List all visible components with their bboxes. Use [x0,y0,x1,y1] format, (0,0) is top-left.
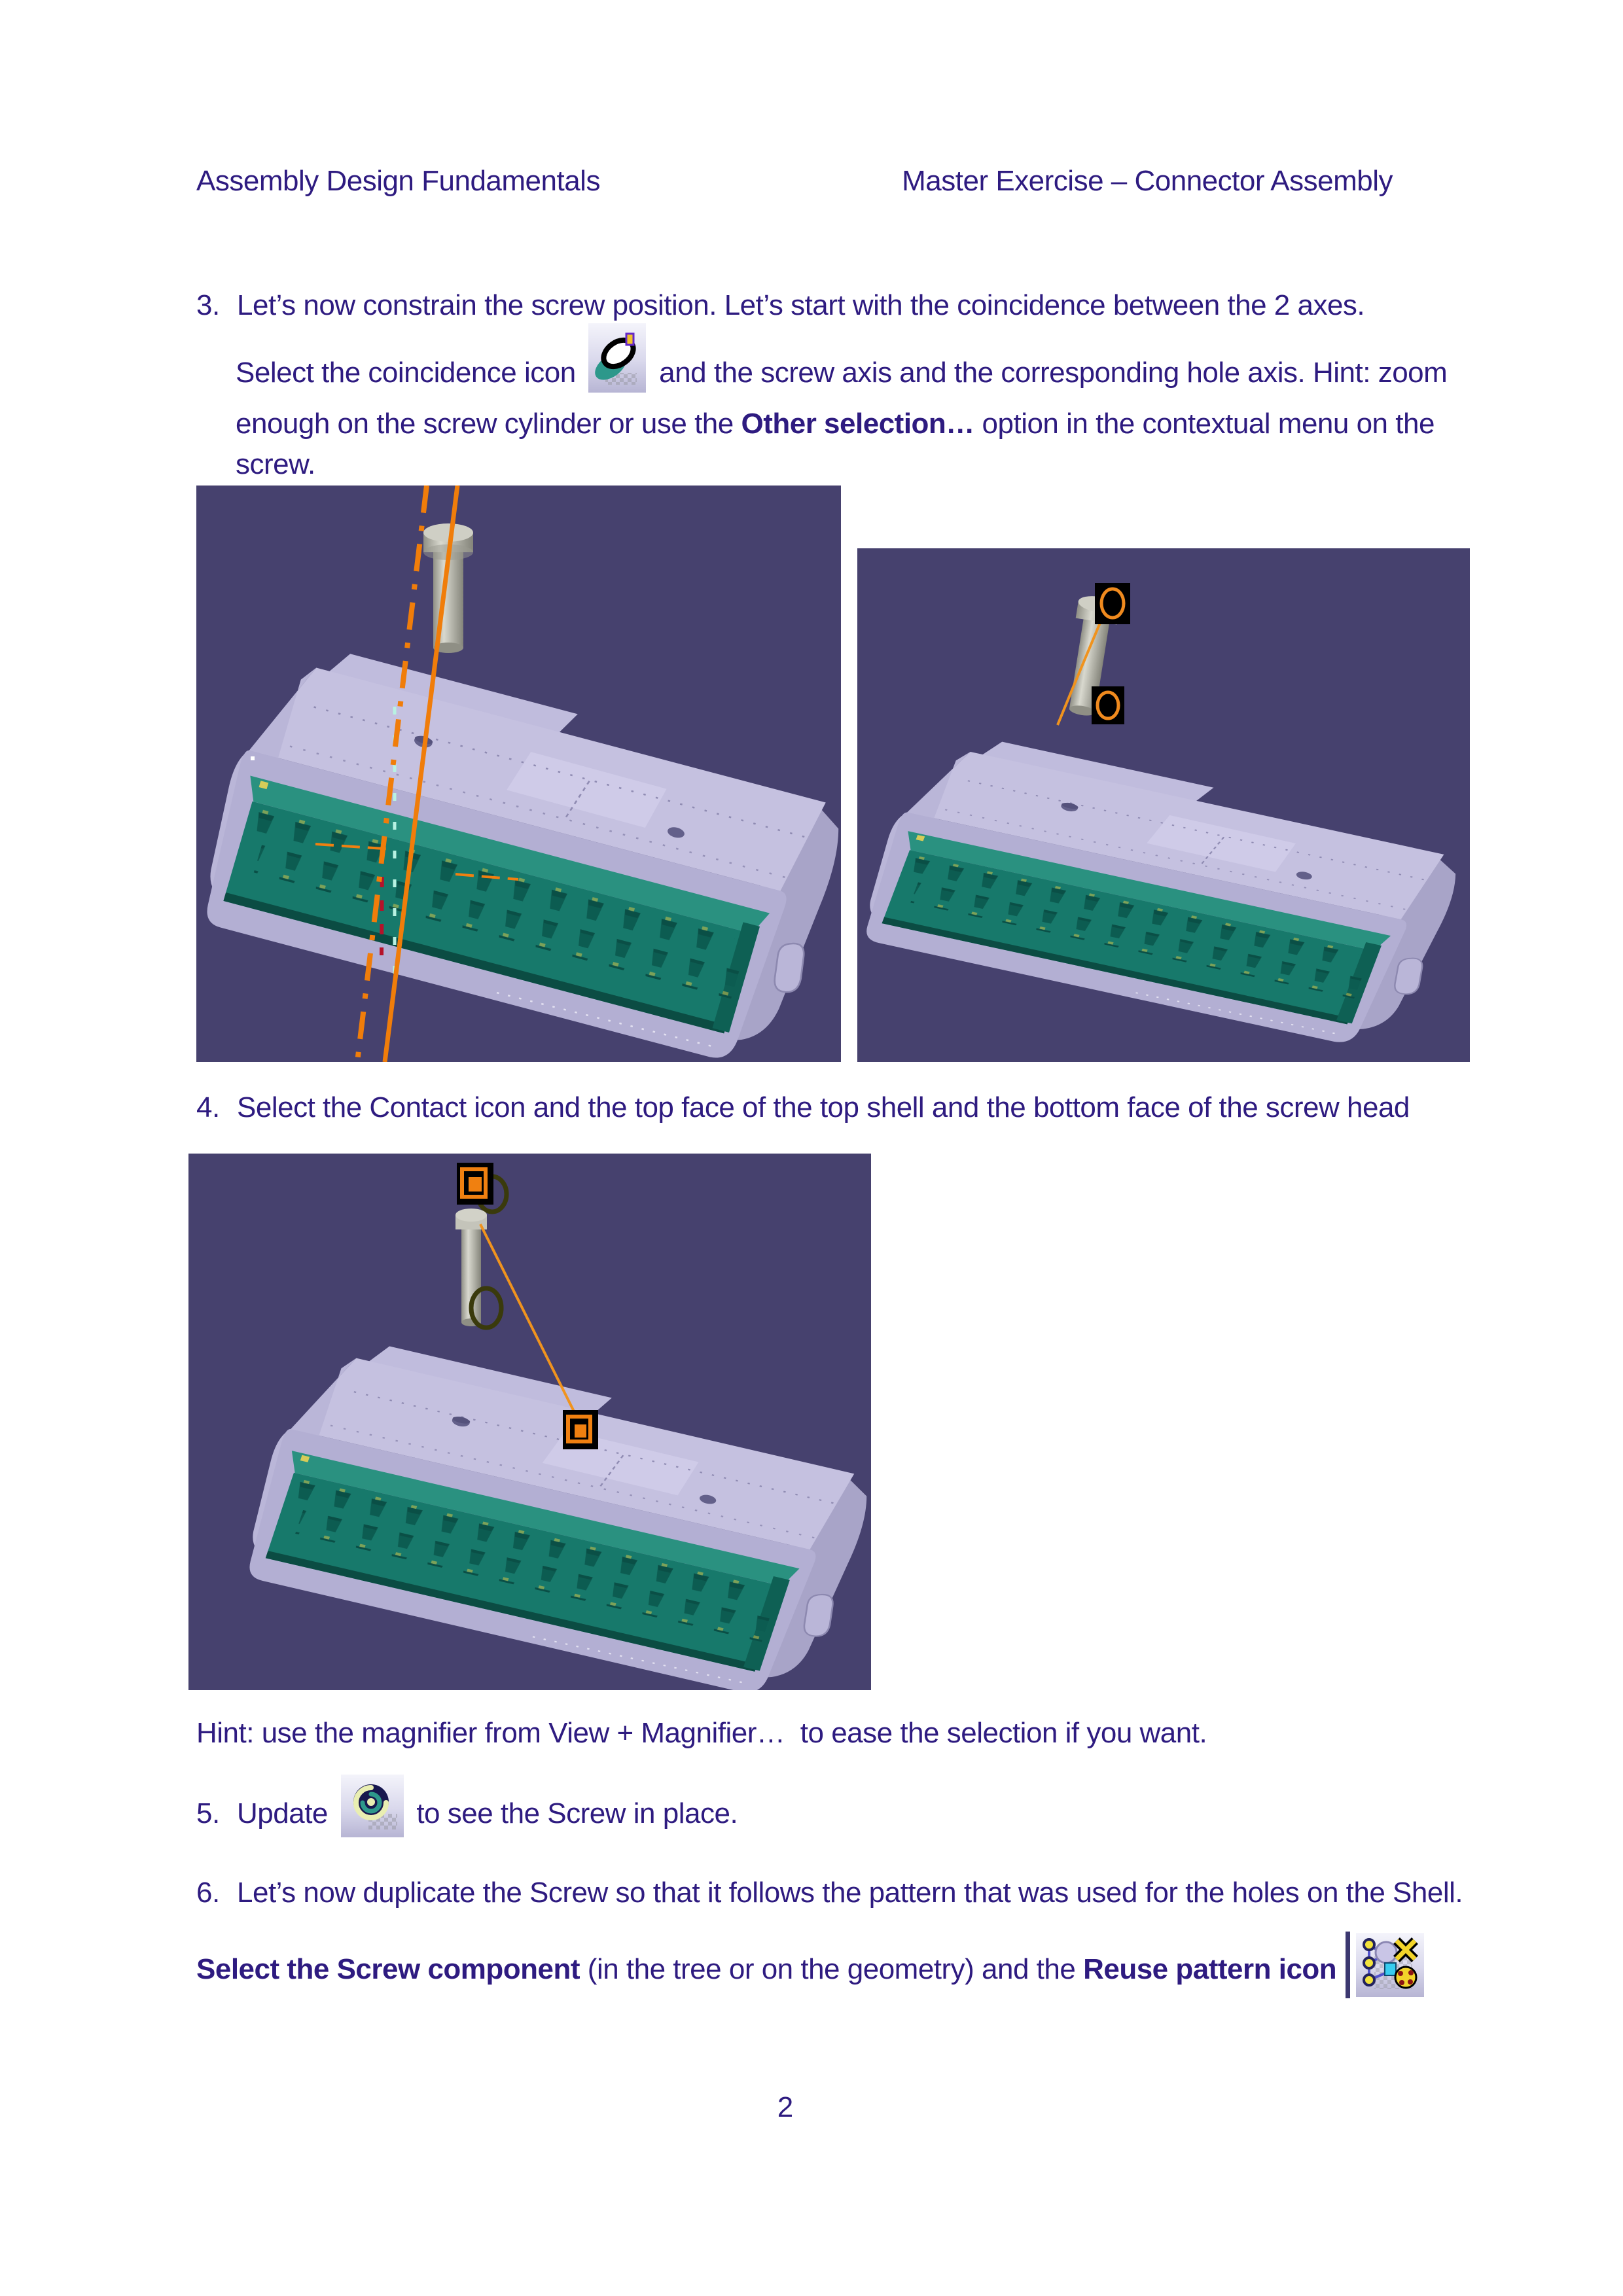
step-3-detail [236,323,1447,485]
step-6-action [196,1932,1432,2009]
magnifier-hint [196,1713,1207,1754]
step-number: 4. [196,1091,220,1123]
step-4 [196,1087,1410,1128]
reuse-pattern-icon [1346,1932,1427,2009]
bold-text: Select the Screw component [196,1953,580,1985]
header-right: Master Exercise – Connector Assembly [902,165,1393,197]
step-text: Let’s now constrain the screw position. Let’s start with the coincidence between the 2 axes. [237,289,1365,321]
step-5 [196,1775,738,1848]
contact-symbol [563,1410,598,1449]
step-number: 6. [196,1877,220,1909]
page-footer [196,2091,1374,2124]
step-6 [196,1873,1463,1913]
step-3 [196,285,1364,326]
text-segment: screw. [236,448,315,480]
coincidence-symbol [1092,686,1124,724]
header-left: Assembly Design Fundamentals [196,165,600,197]
text-line [236,404,1447,444]
coincidence-symbol [1095,583,1130,624]
text-segment: option in the contextual menu on the [974,408,1435,440]
figure-axis-coincidence [196,486,841,1062]
bold-text: Reuse pattern icon [1083,1953,1337,1985]
page-header [196,165,1393,198]
text-line [236,444,1447,485]
figure-coincidence-constraints [857,548,1470,1062]
text-segment: enough on the screw cylinder or use the [236,408,741,440]
text-segment: and the screw axis and the corresponding hole axis. Hint: zoom [651,357,1448,389]
step-text: Let’s now duplicate the Screw so that it follows the pattern that was used for the holes on the Shell. [237,1877,1463,1909]
coincidence-icon [588,323,646,404]
contact-symbol [457,1163,493,1205]
figure-contact-constraint [188,1154,871,1690]
page-number: 2 [777,2091,794,2123]
text-segment: Update [237,1797,336,1829]
text-segment: (in the tree or on the geometry) and the [580,1953,1084,1985]
step-number: 3. [196,289,220,321]
text-line [236,323,1447,404]
step-number: 5. [196,1797,220,1829]
text-segment: to see the Screw in place. [408,1797,738,1829]
bold-text: Other selection… [741,408,974,440]
update-icon [341,1775,404,1848]
text-segment: Select the coincidence icon [236,357,584,389]
hint-text: Hint: use the magnifier from View + Magnifier… to ease the selection if you want. [196,1717,1207,1749]
step-text: Select the Contact icon and the top face of the top shell and the bottom face of the screw head [237,1091,1410,1123]
